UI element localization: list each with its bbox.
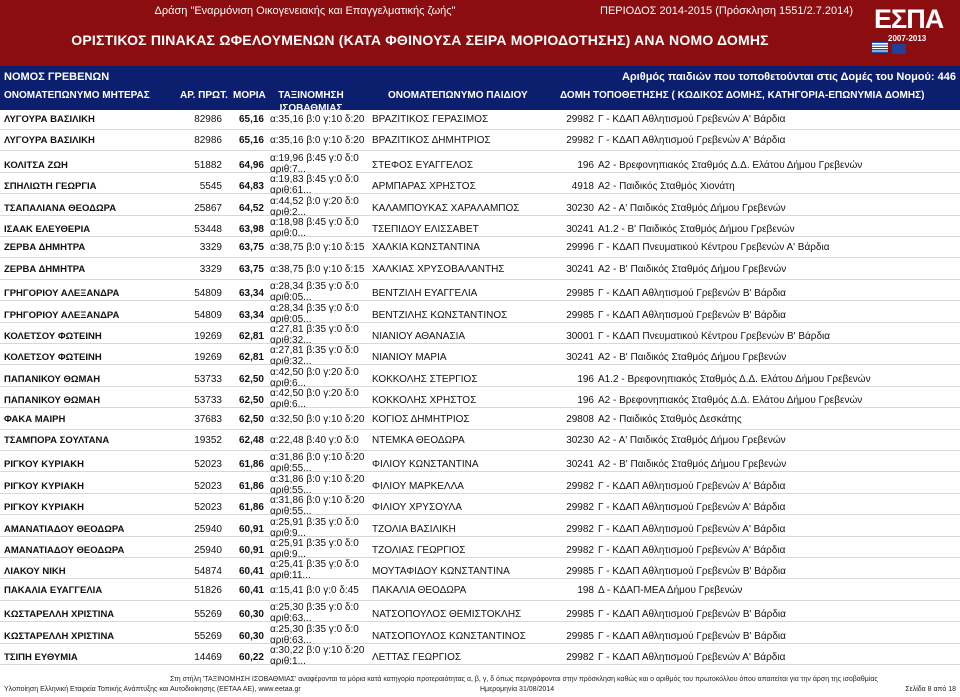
greek-flag-icon — [872, 42, 888, 53]
points: 63,75 — [238, 263, 264, 275]
structure-code: 29982 — [566, 480, 594, 492]
tiebreak-scores: α:28,34 β:35 γ:0 δ:0 — [270, 302, 359, 314]
structure-name: Γ - ΚΔΑΠ Πνευματικού Κέντρου Γρεβενών Α' Βάρδια — [598, 242, 830, 254]
child-name: ΑΡΜΠΑΡΑΣ ΧΡΗΣΤΟΣ — [372, 181, 476, 193]
table-row — [0, 581, 960, 601]
mother-name: ΣΠΗΛΙΩΤΗ ΓΕΩΡΓΙΑ — [4, 181, 97, 193]
structure-name: Α1.2 - Β' Παιδικός Σταθμός Δήμου Γρεβενών — [598, 224, 795, 235]
tiebreak-info — [270, 242, 380, 253]
table-row — [0, 367, 960, 387]
points: 61,86 — [238, 502, 264, 514]
protocol-number: 52023 — [194, 480, 222, 492]
mother-name: ΑΜΑΝΑΤΙΑΔΟΥ ΘΕΟΔΩΡΑ — [4, 523, 125, 535]
table-row — [0, 538, 960, 558]
tiebreak-number: αριθ:9... — [270, 527, 306, 539]
structure-code: 30241 — [566, 224, 594, 235]
child-name: ΚΟΚΚΟΛΗΣ ΣΤΕΡΓΙΟΣ — [372, 373, 478, 385]
structure-code: 30241 — [566, 263, 594, 275]
structure-name: Γ - ΚΔΑΠ Αθλητισμού Γρεβενών Α' Βάρδια — [598, 545, 786, 556]
period-text: ΠΕΡΙΟΔΟΣ 2014-2015 (Πρόσκληση 1551/2.7.2014) — [600, 5, 854, 17]
structure-name: Δ - ΚΔΑΠ-ΜΕΑ Δήμου Γρεβενών — [598, 584, 743, 596]
tiebreak-scores: α:27,81 β:35 γ:0 δ:0 — [270, 345, 359, 357]
structure-code: 30001 — [566, 331, 594, 342]
mother-name: ΚΟΛΕΤΣΟΥ ΦΩΤΕΙΝΗ — [4, 352, 102, 364]
points: 64,83 — [238, 181, 264, 193]
structure-name: Α2 - Α' Παιδικός Σταθμός Δήμου Γρεβενών — [598, 435, 786, 446]
tiebreak-info — [270, 585, 380, 596]
tiebreak-scores: α:35,16 β:0 γ:10 δ:20 — [270, 114, 365, 125]
tiebreak-info — [270, 452, 380, 474]
structure-name: Γ - ΚΔΑΠ Αθλητισμού Γρεβενών Α' Βάρδια — [598, 480, 786, 492]
espa-logo-years: 2007-2013 — [888, 34, 927, 43]
structure-name: Γ - ΚΔΑΠ Αθλητισμού Γρεβενών Β' Βάρδια — [598, 288, 786, 300]
protocol-number: 54809 — [194, 309, 222, 321]
footer-note: Στη στήλη 'ΤΑΞΙΝΟΜΗΣΗ ΙΣΟΒΑΘΜΙΑΣ' αναφέρονται τα μόρια κατά κατηγορία προτεραιότητας α, β, γ, δ όπως περιγράφονται στην πρόσκληση καθώς και ο αριθμός του πρωτοκόλλου όπου απαιτείται για την άρση της ισοβαθμίας — [170, 676, 878, 683]
structure-name: Γ - ΚΔΑΠ Αθλητισμού Γρεβενών Α' Βάρδια — [598, 523, 786, 535]
child-name: ΣΤΕΦΟΣ ΕΥΑΓΓΕΛΟΣ — [372, 159, 474, 171]
protocol-number: 3329 — [199, 242, 222, 254]
table-row — [0, 645, 960, 665]
mother-name: ΠΑΠΑΝΙΚΟΥ ΘΩΜΑΗ — [4, 395, 101, 407]
tiebreak-scores: α:25,30 β:35 γ:0 δ:0 — [270, 602, 359, 614]
tiebreak-scores: α:19,83 β:45 γ:0 δ:0 — [270, 174, 359, 186]
tiebreak-number: αριθ:1... — [270, 656, 306, 667]
structure-code: 29985 — [566, 288, 594, 300]
tiebreak-info — [270, 495, 380, 517]
structure-code: 196 — [577, 159, 594, 171]
tiebreak-scores: α:42,50 β:0 γ:20 δ:0 — [270, 388, 359, 400]
structure-name: Γ - ΚΔΑΠ Αθλητισμού Γρεβενών Β' Βάρδια — [598, 609, 786, 621]
structure-code: 29996 — [566, 242, 594, 254]
tiebreak-info — [270, 517, 380, 539]
mother-name: ΚΟΛΙΤΣΑ ΖΩΗ — [4, 159, 68, 171]
protocol-number: 52023 — [194, 502, 222, 514]
structure-name: Α2 - Β' Παιδικός Σταθμός Δήμου Γρεβενών — [598, 459, 787, 471]
tiebreak-scores: α:32,50 β:0 γ:10 δ:20 — [270, 413, 365, 425]
protocol-number: 54874 — [194, 566, 222, 578]
espa-logo — [868, 4, 954, 60]
page-number: Σελίδα 8 από 18 — [905, 686, 956, 693]
tiebreak-number: αριθ:61... — [270, 185, 312, 197]
tiebreak-info — [270, 153, 380, 175]
protocol-number: 82986 — [194, 135, 222, 147]
child-name: ΚΟΚΚΟΛΗΣ ΧΡΗΣΤΟΣ — [372, 395, 477, 407]
tiebreak-number: αριθ:0... — [270, 228, 306, 239]
page-title: ΟΡΙΣΤΙΚΟΣ ΠΙΝΑΚΑΣ ΩΦΕΛΟΥΜΕΝΩΝ (ΚΑΤΑ ΦΘΙΝΟΥΣΑ ΣΕΙΡΑ ΜΟΡΙΟΔΟΤΗΣΗΣ) ΑΝΑ ΝΟΜΟ ΔΟΜΗΣ — [71, 32, 769, 48]
points: 65,16 — [238, 114, 264, 125]
tiebreak-scores: α:31,86 β:0 γ:10 δ:20 — [270, 473, 365, 485]
tiebreak-info — [270, 281, 380, 303]
mother-name: ΛΥΓΟΥΡΑ ΒΑΣΙΛΙΚΗ — [4, 135, 95, 147]
protocol-number: 19269 — [194, 352, 222, 364]
tiebreak-number: αριθ:6... — [270, 377, 306, 389]
structure-code: 198 — [577, 584, 594, 596]
structure-name: Γ - ΚΔΑΠ Αθλητισμού Γρεβενών Α' Βάρδια — [598, 114, 786, 125]
points: 61,86 — [238, 459, 264, 471]
tiebreak-scores: α:38,75 β:0 γ:10 δ:15 — [270, 242, 365, 254]
points: 62,50 — [238, 373, 264, 385]
tiebreak-scores: α:25,91 β:35 γ:0 δ:0 — [270, 538, 359, 549]
mother-name: ΖΕΡΒΑ ΔΗΜΗΤΡΑ — [4, 242, 86, 254]
points: 60,91 — [238, 523, 264, 535]
mother-name: ΓΡΗΓΟΡΙΟΥ ΑΛΕΞΑΝΔΡΑ — [4, 288, 120, 300]
column-header-points: ΜΟΡΙΑ — [233, 90, 266, 101]
tiebreak-scores: α:27,81 β:35 γ:0 δ:0 — [270, 324, 359, 335]
tiebreak-scores: α:19,96 β:45 γ:0 δ:0 — [270, 152, 359, 164]
child-name: ΦΙΛΙΟΥ ΜΑΡΚΕΛΛΑ — [372, 480, 464, 492]
points: 62,50 — [238, 413, 264, 425]
child-name: ΛΕΤΤΑΣ ΓΕΩΡΓΙΟΣ — [372, 652, 462, 663]
mother-name: ΓΡΗΓΟΡΙΟΥ ΑΛΕΞΑΝΔΡΑ — [4, 309, 120, 321]
tiebreak-scores: α:42,50 β:0 γ:20 δ:0 — [270, 366, 359, 378]
tiebreak-info — [270, 602, 380, 624]
mother-name: ΖΕΡΒΑ ΔΗΜΗΤΡΑ — [4, 263, 86, 275]
structure-code: 29982 — [566, 135, 594, 147]
structure-name: Γ - ΚΔΑΠ Αθλητισμού Γρεβενών Β' Βάρδια — [598, 630, 786, 642]
tiebreak-scores: α:28,34 β:35 γ:0 δ:0 — [270, 281, 359, 293]
tiebreak-number: αριθ:05... — [270, 292, 312, 304]
child-name: ΒΡΑΖΙΤΙΚΟΣ ΓΕΡΑΣΙΜΟΣ — [372, 114, 489, 125]
structure-name: Α2 - Β' Παιδικός Σταθμός Δήμου Γρεβενών — [598, 263, 787, 275]
protocol-number: 53733 — [194, 395, 222, 407]
protocol-number: 19269 — [194, 331, 222, 342]
structure-name: Α2 - Παιδικός Σταθμός Χιονάτη — [598, 181, 735, 193]
protocol-number: 25940 — [194, 523, 222, 535]
points: 62,81 — [238, 331, 264, 342]
table-row — [0, 196, 960, 216]
column-header-protocol: ΑΡ. ΠΡΩΤ. — [180, 90, 228, 101]
mother-name: ΠΑΠΑΝΙΚΟΥ ΘΩΜΑΗ — [4, 373, 101, 385]
tiebreak-scores: α:25,30 β:35 γ:0 δ:0 — [270, 623, 359, 635]
tiebreak-info — [270, 135, 380, 146]
column-header-child: ΟΝΟΜΑΤΕΠΩΝΥΜΟ ΠΑΙΔΙΟΥ — [388, 90, 528, 101]
protocol-number: 25867 — [194, 202, 222, 214]
child-name: ΤΣΕΠΙΔΟΥ ΕΛΙΣΣΑΒΕΤ — [372, 224, 479, 235]
points: 62,81 — [238, 352, 264, 364]
protocol-number: 5545 — [199, 181, 222, 193]
structure-name: Γ - ΚΔΑΠ Πνευματικού Κέντρου Γρεβενών Β' Βάρδια — [598, 331, 831, 342]
structure-code: 29985 — [566, 609, 594, 621]
tiebreak-scores: α:38,75 β:0 γ:10 δ:15 — [270, 263, 365, 275]
tiebreak-number: αριθ:63... — [270, 613, 312, 625]
points: 62,50 — [238, 395, 264, 407]
mother-name: ΑΜΑΝΑΤΙΑΔΟΥ ΘΕΟΔΩΡΑ — [4, 545, 125, 556]
tiebreak-number: αριθ:55... — [270, 506, 312, 518]
tiebreak-info — [270, 388, 380, 410]
column-header-tiebreak-line1: ΤΑΞΙΝΟΜΗΣΗ — [278, 90, 344, 101]
table-row — [0, 131, 960, 151]
column-header-tiebreak-line2: ΙΣΟΒΑΘΜΙΑΣ — [279, 103, 343, 114]
table-row — [0, 174, 960, 197]
table-row — [0, 324, 960, 344]
structure-code: 29982 — [566, 502, 594, 514]
protocol-number: 19352 — [194, 435, 222, 446]
protocol-number: 51882 — [194, 159, 222, 171]
points: 63,34 — [238, 309, 264, 321]
mother-name: ΡΙΓΚΟΥ ΚΥΡΙΑΚΗ — [4, 459, 84, 471]
mother-name: ΠΑΚΑΛΙΑ ΕΥΑΓΓΕΛΙΑ — [4, 584, 103, 596]
mother-name: ΙΣΑΑΚ ΕΛΕΥΘΕΡΙΑ — [4, 224, 91, 235]
points: 64,96 — [238, 159, 264, 171]
mother-name: ΡΙΓΚΟΥ ΚΥΡΙΑΚΗ — [4, 502, 84, 514]
points: 60,30 — [238, 630, 264, 642]
tiebreak-number: αριθ:7... — [270, 163, 306, 175]
structure-name: Α2 - Α' Παιδικός Σταθμός Δήμου Γρεβενών — [598, 202, 786, 214]
table-row — [0, 153, 960, 173]
table-row — [0, 260, 960, 280]
tiebreak-scores: α:31,86 β:0 γ:10 δ:20 — [270, 495, 365, 507]
tiebreak-scores: α:30,22 β:0 γ:10 δ:20 — [270, 645, 365, 656]
mother-name: ΚΟΛΕΤΣΟΥ ΦΩΤΕΙΝΗ — [4, 331, 102, 342]
structure-name: Γ - ΚΔΑΠ Αθλητισμού Γρεβενών Α' Βάρδια — [598, 135, 786, 147]
child-name: ΦΙΛΙΟΥ ΚΩΝΣΤΑΝΤΙΝΑ — [372, 459, 479, 471]
table-row — [0, 431, 960, 451]
structure-code: 29985 — [566, 309, 594, 321]
structure-code: 4918 — [571, 181, 594, 193]
protocol-number: 3329 — [199, 263, 222, 275]
tiebreak-number: αριθ:55... — [270, 484, 312, 496]
child-name: ΝΤΕΜΚΑ ΘΕΟΔΩΡΑ — [372, 435, 465, 446]
structure-code: 30241 — [566, 352, 594, 364]
points: 60,22 — [238, 652, 264, 663]
structure-name: Γ - ΚΔΑΠ Αθλητισμού Γρεβενών Β' Βάρδια — [598, 566, 786, 578]
tiebreak-scores: α:25,41 β:35 γ:0 δ:0 — [270, 559, 359, 571]
protocol-number: 53733 — [194, 373, 222, 385]
points: 61,86 — [238, 480, 264, 492]
structure-code: 29982 — [566, 545, 594, 556]
structure-code: 196 — [577, 395, 594, 407]
table-row — [0, 110, 960, 130]
structure-code: 30230 — [566, 435, 594, 446]
structure-code: 30241 — [566, 459, 594, 471]
table-row — [0, 474, 960, 494]
mother-name: ΤΣΑΠΑΛΙΑΝΑ ΘΕΟΔΩΡΑ — [4, 202, 117, 214]
structure-code: 29982 — [566, 652, 594, 663]
footer-implementer: Υλοποίηση Ελληνική Εταιρεία Τοπικής Ανάπτυξης και Αυτοδιοίκησης (ΕΕΤΑΑ ΑΕ), www.eetaa.gr — [4, 686, 301, 693]
child-name: ΒΡΑΖΙΤΙΚΟΣ ΔΗΜΗΤΡΙΟΣ — [372, 135, 491, 147]
tiebreak-info — [270, 264, 380, 275]
tiebreak-number: αριθ:6... — [270, 399, 306, 411]
structure-name: Α2 - Β' Παιδικός Σταθμός Δήμου Γρεβενών — [598, 352, 787, 364]
points: 64,52 — [238, 202, 264, 214]
table-row — [0, 517, 960, 537]
points: 63,75 — [238, 242, 264, 254]
structure-name: Α1.2 - Βρεφονηπιακός Σταθμός Δ.Δ. Ελάτου Δήμου Γρεβενών — [598, 373, 871, 385]
tiebreak-number: αριθ:05... — [270, 313, 312, 325]
eu-flag-icon — [892, 44, 906, 54]
table-row — [0, 217, 960, 237]
tiebreak-number: αριθ:9... — [270, 549, 306, 560]
protocol-number: 82986 — [194, 114, 222, 125]
tiebreak-number: αριθ:11... — [270, 570, 311, 582]
table-row — [0, 303, 960, 323]
mother-name: ΡΙΓΚΟΥ ΚΥΡΙΑΚΗ — [4, 480, 84, 492]
tiebreak-info — [270, 303, 380, 325]
column-header-structure: ΔΟΜΗ ΤΟΠΟΘΕΤΗΣΗΣ ( ΚΩΔΙΚΟΣ ΔΟΜΗΣ, ΚΑΤΗΓΟΡΙΑ-ΕΠΩΝΥΜΙΑ ΔΟΜΗΣ) — [560, 90, 925, 101]
mother-name: ΤΣΑΜΠΟΡΑ ΣΟΥΛΤΑΝΑ — [4, 435, 110, 446]
child-name: ΒΕΝΤΖΙΛΗ ΕΥΑΓΓΕΛΙΑ — [372, 288, 478, 300]
tiebreak-info — [270, 114, 380, 125]
tiebreak-scores: α:18,98 β:45 γ:0 δ:0 — [270, 217, 359, 228]
child-name: ΠΑΚΑΛΙΑ ΘΕΟΔΩΡΑ — [372, 584, 467, 596]
program-title: Δράση "Εναρμόνιση Οικογενειακής και Επαγγελματικής ζωής" — [154, 5, 456, 17]
children-count-label: Αριθμός παιδιών που τοποθετούνται στις Δομές του Νομού: 446 — [621, 71, 956, 83]
tiebreak-info — [270, 559, 380, 581]
tiebreak-scores: α:25,91 β:35 γ:0 δ:0 — [270, 516, 359, 528]
mother-name: ΚΩΣΤΑΡΕΛΛΗ ΧΡΙΣΤΙΝΑ — [4, 630, 115, 642]
table-row — [0, 624, 960, 644]
points: 60,41 — [238, 584, 264, 596]
mother-name: ΦΑΚΑ ΜΑΙΡΗ — [4, 413, 66, 425]
structure-code: 29808 — [566, 413, 594, 425]
tiebreak-scores: α:35,16 β:0 γ:10 δ:20 — [270, 135, 365, 147]
tiebreak-info — [270, 414, 380, 425]
child-name: ΝΑΤΣΟΠΟΥΛΟΣ ΚΩΝΣΤΑΝΤΙΝΟΣ — [372, 630, 526, 642]
prefecture-label: ΝΟΜΟΣ ΓΡΕΒΕΝΩΝ — [4, 71, 110, 83]
protocol-number: 55269 — [194, 609, 222, 621]
structure-name: Α2 - Βρεφονηπιακός Σταθμός Δ.Δ. Ελάτου Δήμου Γρεβενών — [598, 395, 863, 407]
table-row — [0, 495, 960, 518]
points: 65,16 — [238, 135, 264, 147]
structure-name: Α2 - Παιδικός Σταθμός Δεσκάτης — [598, 413, 742, 425]
tiebreak-scores: α:22,48 β:40 γ:0 δ:0 — [270, 435, 359, 446]
tiebreak-info — [270, 474, 380, 496]
protocol-number: 55269 — [194, 630, 222, 642]
child-name: ΚΑΛΑΜΠΟΥΚΑΣ ΧΑΡΑΛΑΜΠΟΣ — [372, 202, 520, 214]
mother-name: ΚΩΣΤΑΡΕΛΛΗ ΧΡΙΣΤΙΝΑ — [4, 609, 115, 621]
top-banner — [0, 0, 960, 66]
mother-name: ΛΥΓΟΥΡΑ ΒΑΣΙΛΙΚΗ — [4, 114, 95, 125]
structure-code: 29985 — [566, 566, 594, 578]
tiebreak-info — [270, 624, 380, 646]
tiebreak-number: αριθ:32... — [270, 356, 312, 368]
structure-name: Γ - ΚΔΑΠ Αθλητισμού Γρεβενών Α' Βάρδια — [598, 652, 786, 663]
tiebreak-scores: α:44,52 β:0 γ:20 δ:0 — [270, 195, 359, 207]
points: 60,30 — [238, 609, 264, 621]
child-name: ΤΖΟΛΙΑ ΒΑΣΙΛΙΚΗ — [372, 523, 456, 535]
points: 63,34 — [238, 288, 264, 300]
column-header-mother: ΟΝΟΜΑΤΕΠΩΝΥΜΟ ΜΗΤΕΡΑΣ — [4, 90, 150, 101]
child-name: ΝΙΑΝΙΟΥ ΜΑΡΙΑ — [372, 352, 447, 364]
points: 63,98 — [238, 224, 264, 235]
structure-code: 30230 — [566, 202, 594, 214]
tiebreak-info — [270, 645, 380, 667]
child-name: ΧΑΛΚΙΑ ΚΩΝΣΤΑΝΤΙΝΑ — [372, 242, 480, 254]
tiebreak-number: αριθ:2... — [270, 206, 306, 218]
protocol-number: 25940 — [194, 545, 222, 556]
protocol-number: 51826 — [194, 584, 222, 596]
structure-name: Α2 - Βρεφονηπιακός Σταθμός Δ.Δ. Ελάτου Δήμου Γρεβενών — [598, 159, 863, 171]
protocol-number: 52023 — [194, 459, 222, 471]
structure-code: 29985 — [566, 630, 594, 642]
points: 60,91 — [238, 545, 264, 556]
tiebreak-number: αριθ:55... — [270, 463, 312, 475]
tiebreak-info — [270, 324, 380, 346]
table-header — [0, 66, 960, 114]
child-name: ΝΑΤΣΟΠΟΥΛΟΣ ΘΕΜΙΣΤΟΚΛΗΣ — [372, 609, 522, 621]
footer-date: Ημερομηνία 31/08/2014 — [480, 686, 555, 693]
structure-name: Γ - ΚΔΑΠ Αθλητισμού Γρεβενών Α' Βάρδια — [598, 502, 786, 514]
child-name: ΦΙΛΙΟΥ ΧΡΥΣΟΥΛΑ — [372, 502, 462, 514]
tiebreak-info — [270, 174, 380, 196]
table-row — [0, 238, 960, 258]
tiebreak-number: αριθ:63... — [270, 634, 312, 646]
tiebreak-info — [270, 345, 380, 367]
espa-logo-word: ΕΣΠΑ — [874, 4, 944, 34]
tiebreak-info — [270, 217, 380, 239]
points: 62,48 — [238, 435, 264, 446]
protocol-number: 54809 — [194, 288, 222, 300]
table-row — [0, 388, 960, 411]
table-row — [0, 281, 960, 304]
structure-code: 29982 — [566, 114, 594, 125]
table-row — [0, 410, 960, 430]
structure-code: 196 — [577, 373, 594, 385]
protocol-number: 37683 — [194, 413, 222, 425]
tiebreak-info — [270, 538, 380, 560]
child-name: ΜΟΥΤΑΦΙΔΟΥ ΚΩΝΣΤΑΝΤΙΝΑ — [372, 566, 510, 578]
protocol-number: 14469 — [194, 652, 222, 663]
table-row — [0, 559, 960, 582]
points: 60,41 — [238, 566, 264, 578]
child-name: ΒΕΝΤΖΙΛΗΣ ΚΩΝΣΤΑΝΤΙΝΟΣ — [372, 309, 508, 321]
child-name: ΤΖΟΛΙΑΣ ΓΕΩΡΓΙΟΣ — [372, 545, 466, 556]
tiebreak-scores: α:15,41 β:0 γ:0 δ:45 — [270, 584, 359, 596]
table-row — [0, 345, 960, 368]
child-name: ΧΑΛΚΙΑΣ ΧΡΥΣΟΒΑΛΑΝΤΗΣ — [372, 263, 505, 275]
tiebreak-number: αριθ:32... — [270, 335, 312, 346]
table-row — [0, 452, 960, 475]
protocol-number: 53448 — [194, 224, 222, 235]
table-row — [0, 602, 960, 625]
structure-code: 29982 — [566, 523, 594, 535]
tiebreak-info — [270, 367, 380, 389]
tiebreak-info — [270, 196, 380, 218]
mother-name: ΤΣΙΠΗ ΕΥΘΥΜΙΑ — [4, 652, 78, 663]
structure-name: Γ - ΚΔΑΠ Αθλητισμού Γρεβενών Β' Βάρδια — [598, 309, 786, 321]
tiebreak-info — [270, 435, 380, 446]
mother-name: ΛΙΑΚΟΥ ΝΙΚΗ — [4, 566, 66, 578]
tiebreak-scores: α:31,86 β:0 γ:10 δ:20 — [270, 452, 365, 464]
child-name: ΝΙΑΝΙΟΥ ΑΘΑΝΑΣΙΑ — [372, 331, 466, 342]
child-name: ΚΟΓΙΟΣ ΔΗΜΗΤΡΙΟΣ — [372, 413, 470, 425]
